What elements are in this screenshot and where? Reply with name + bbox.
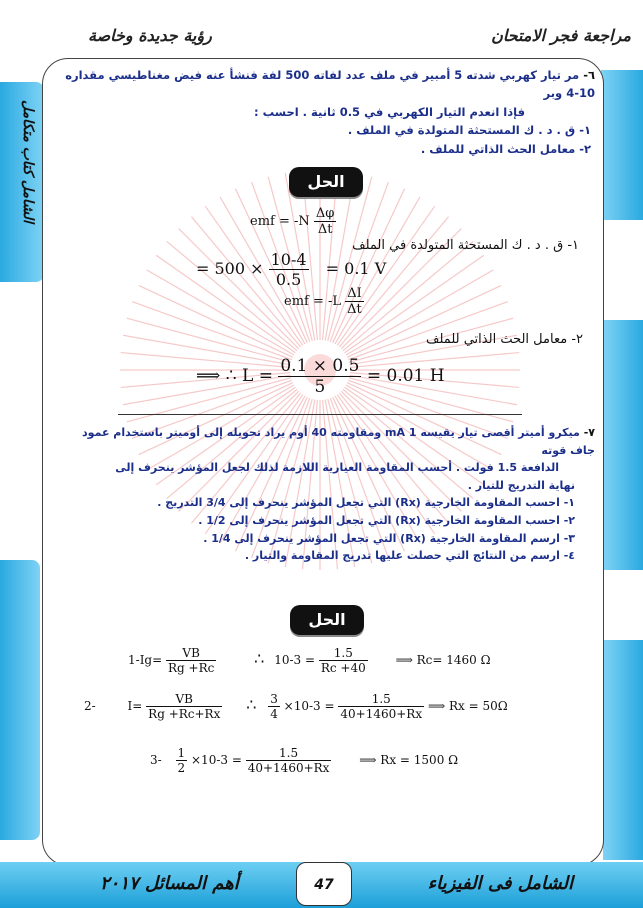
ig-fraction: $\frac{VB}{Rg +Rc}$ xyxy=(168,646,215,675)
header-right-title: مراجعة فجر الامتحان xyxy=(491,26,631,45)
flux-fraction: $\frac{10-4}{0.5}$ xyxy=(270,250,307,289)
emf-result: = 0.1 V xyxy=(325,259,387,278)
q6-line1: ٦- مر تيار كهربي شدته 5 أمبير في ملف عدد لفاته 500 لفة فنشأ عنه فيض مغناطيسي مقداره 10-4 وبر xyxy=(65,68,595,101)
solution2-row2: 2- I= $\frac{VB}{Rg +Rc+Rx}$ ∴ $\frac{3}{4}$ ×10-3 = $\frac{1.5}{40+1460+Rx}$ ⟹ Rx = 50Ω xyxy=(84,692,508,721)
emf-formula: emf = -N $\frac{\Delta\varphi}{\Delta t}$ xyxy=(250,206,335,237)
step2-label: ٢- معامل الحث الذاتي للملف xyxy=(426,332,583,347)
q7-line1: ٧- ميكرو أميتر أقصى تيار يقيسه 1 mA ومقاومته 40 أوم يراد تحويله إلى أوميتر باستخدام عمود جاف قوته xyxy=(82,426,595,457)
emf-calculation: = 500 × $\frac{10-4}{0.5}$ = 0.1 V xyxy=(196,250,387,289)
inductance-fraction: $\frac{0.1 \times 0.5}{5}$ xyxy=(280,356,360,397)
rx-fraction-2: $\frac{1.5}{40+1460+Rx}$ xyxy=(247,746,330,775)
side-label: الشامل كتاب متكامل xyxy=(20,100,36,223)
emf-inductance-formula: emf = -L $\frac{\Delta I}{\Delta t}$ xyxy=(284,286,362,317)
section-divider xyxy=(118,414,522,415)
rc-fraction: $\frac{1.5}{Rc +40}$ xyxy=(320,646,366,675)
inductance-calculation: ⟹ ∴ L = $\frac{0.1 \times 0.5}{5}$ = 0.01 H xyxy=(196,356,445,397)
dphi-dt-fraction: $\frac{\Delta\varphi}{\Delta t}$ xyxy=(315,206,335,237)
half-fraction: $\frac{1}{2}$ xyxy=(177,746,186,775)
solution-badge-1: الحل xyxy=(289,167,363,197)
right-decoration-tab-lower xyxy=(603,640,643,860)
page-number: 47 xyxy=(296,862,352,906)
q6-number: ٦- xyxy=(583,68,595,82)
solution-badge-2: الحل xyxy=(290,605,364,635)
q7-item1: ١- احسب المقاومة الخارجية (Rx) التي تجعل المؤشر ينحرف إلى 3/4 التدريج . xyxy=(157,496,575,510)
q6-item2: ٢- معامل الحث الذاتي للملف . xyxy=(420,141,591,156)
inductance-result: = 0.01 H xyxy=(366,366,445,386)
rx-result-2: ⟹ Rx = 1500 Ω xyxy=(359,753,459,767)
question-6 xyxy=(55,66,595,158)
question-7 xyxy=(55,424,595,565)
solution2-row3: 3- $\frac{1}{2}$ ×10-3 = $\frac{1.5}{40+1460+Rx}$ ⟹ Rx = 1500 Ω xyxy=(150,746,459,775)
i-fraction: $\frac{VB}{Rg +Rc+Rx}$ xyxy=(148,692,221,721)
three-quarter-fraction: $\frac{3}{4}$ xyxy=(270,692,278,721)
q6-item1: ١- ق . د . ك المستحثة المتولدة في الملف . xyxy=(347,123,591,138)
q6-line2: فإذا انعدم التيار الكهربي في 0.5 ثانية . احسب : xyxy=(253,104,525,119)
sunburst-ray xyxy=(139,285,293,357)
rx-fraction-1: $\frac{1.5}{40+1460+Rx}$ xyxy=(340,692,423,721)
q7-line3: نهاية التدريج للتيار . xyxy=(467,478,575,492)
rc-result: ⟹ Rc= 1460 Ω xyxy=(395,653,491,667)
rx-result-1: ⟹ Rx = 50Ω xyxy=(427,699,508,713)
footer-section-title: أهم المسائل ٢٠١٧ xyxy=(100,873,239,894)
step1-label: ١- ق . د . ك المستحثة المتولدة في الملف xyxy=(352,238,579,253)
q7-item3: ٣- ارسم المقاومة الخارجية (Rx) التي تجعل المؤشر ينحرف إلى 1/4 . xyxy=(203,531,575,545)
left-decoration-tab-lower xyxy=(0,560,40,840)
q7-line2: الدافعة 1.5 فولت . أحسب المقاومة العيارية اللازمة لذلك لجعل المؤشر ينحرف إلى xyxy=(115,461,559,475)
q7-item4: ٤- ارسم من النتائج التي حصلت عليها تدريج المقاومة والتيار . xyxy=(244,549,575,563)
footer-book-title: الشامل فى الفيزياء xyxy=(427,873,573,894)
q7-item2: ٢- احسب المقاومة الخارجية (Rx) التي تجعل المؤشر ينحرف إلى 1/2 . xyxy=(198,513,575,527)
solution2-row1: 1-Ig= $\frac{VB}{Rg +Rc}$ ∴ 10-3 = $\frac{1.5}{Rc +40}$ ⟹ Rc= 1460 Ω xyxy=(128,646,491,675)
right-decoration-tab-middle xyxy=(603,320,643,570)
header-left-title: رؤية جديدة وخاصة xyxy=(88,26,212,45)
right-decoration-tab xyxy=(601,70,643,220)
di-dt-fraction: $\frac{\Delta I}{\Delta t}$ xyxy=(347,286,362,317)
